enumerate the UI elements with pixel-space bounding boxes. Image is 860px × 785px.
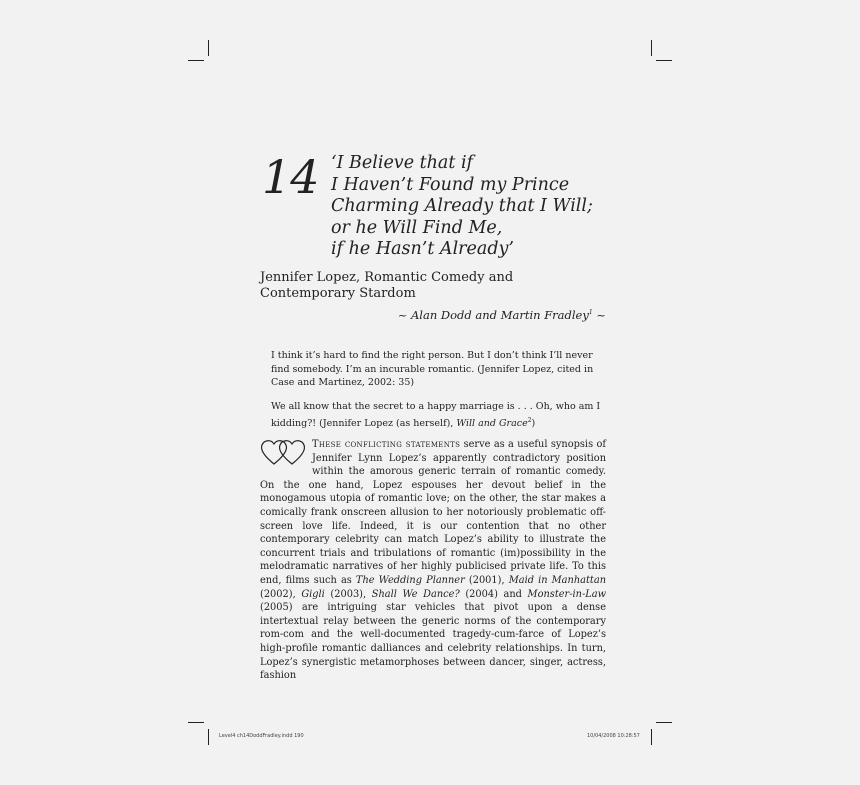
body-text: (2002), [260, 588, 302, 600]
crop-mark [188, 60, 204, 61]
crop-mark [656, 60, 672, 61]
chapter-number: 14 [262, 150, 319, 204]
crop-mark [208, 729, 209, 745]
crop-mark [656, 722, 672, 723]
film-title: Monster-in-Law [527, 588, 607, 600]
chapter-title-line: ‘I Believe that if [331, 153, 474, 173]
body-text: (2004) and [459, 588, 528, 600]
chapter-title-line: or he Will Find Me, [331, 217, 503, 238]
chapter-subtitle: Jennifer Lopez, Romantic Comedy and Contemporary Stardom [260, 270, 514, 301]
epigraph-second-text: We all know that the secret to a happy marriage is . . . Oh, who am I kidding?! (Jennifer Lopez (as herself), [271, 401, 601, 429]
epigraph-second-tail: ) [531, 417, 536, 429]
authors-tail: ~ [592, 308, 606, 322]
epigraph-show-title: Will and Grace [456, 417, 528, 429]
chapter-title-line: I Haven’t Found my Prince [331, 174, 570, 195]
body-text: (2003), [324, 588, 372, 600]
body-paragraph [260, 438, 606, 683]
epigraph-second [271, 400, 601, 430]
film-title: The Wedding Planner [355, 574, 465, 586]
chapter-title-line: Charming Already that I Will; [331, 196, 593, 216]
crop-mark [651, 729, 652, 745]
epigraph-first: I think it’s hard to find the right person. But I don’t think I’ll never find somebody. I’m an incurable romantic. (Jennifer Lopez, cited in Case and Martinez, 2002: 35) [271, 350, 594, 389]
film-title: Maid in Manhattan [508, 574, 606, 586]
body-text: (2001), [464, 574, 509, 586]
authors-name: ~ Alan Dodd and Martin Fradley [397, 308, 589, 322]
crop-mark [208, 40, 209, 56]
footnote-marker: 1 [588, 309, 593, 317]
film-title: Gigli [301, 588, 325, 600]
chapter-title-line: if he Hasn’t Already’ [331, 239, 514, 259]
footnote-marker: 2 [527, 416, 532, 424]
chapter-title [331, 153, 631, 261]
footer-file-info: Level4 ch14DoddFradley.indd 190 [219, 733, 304, 739]
body-text: (2005) are intriguing star vehicles that pivot upon a dense intertextual relay between the generic norms of the contemporary rom-com and the well-documented tragedy-cum-farce of Lopez’s high-profile romantic dalliances and celebrity relationships. In turn, Lopez’s synergistic metamorphoses between dancer, singer, actress, fashion [260, 602, 606, 682]
footer-timestamp: 10/04/2008 10:28:57 [587, 733, 640, 739]
opening-smallcaps: These conflicting statements [312, 439, 461, 450]
crop-mark [651, 40, 652, 56]
double-heart-icon [260, 438, 310, 466]
crop-mark [188, 722, 204, 723]
body-text: serve as a useful synopsis of Jennifer Lynn Lopez’s apparently contradictory position within the amorous generic terrain of romantic comedy. On the one hand, Lopez espouses her devout belief in the monogamous utopia of romantic love; on the other, the star makes a comically frank onscreen allusion to her notoriously problematic off-screen love life. Indeed, it is our contention that no other contemporary celebrity can match Lopez’s ability to illustrate the concurrent trials and tribulations of romantic (im)possibility in the melodramatic narratives of her highly publicised private life. To this end, films such as [260, 439, 606, 586]
chapter-authors [360, 308, 606, 322]
film-title: Shall We Dance? [371, 588, 460, 600]
